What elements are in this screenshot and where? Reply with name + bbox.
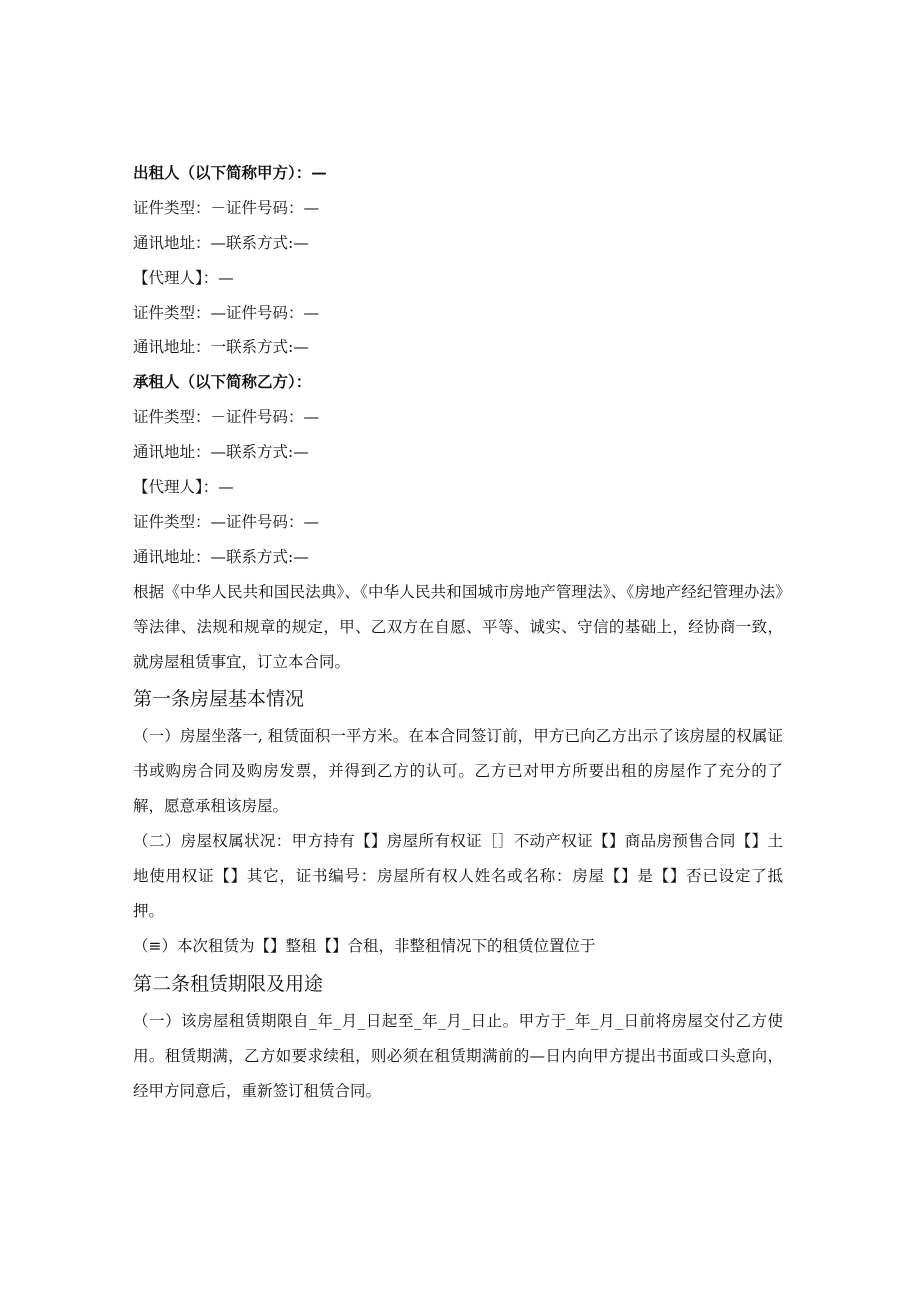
lessor-agent-address-line: 通讯地址：一联系方式:—	[133, 338, 309, 357]
preamble-paragraph: 根据《中华人民共和国民法典》、《中华人民共和国城市房地产管理法》、《房地产经纪管理办法》等法律、法规和规章的规定，甲、乙双方在自愿、平等、诚实、守信的基础上，经协商一致，就房屋租赁事宜，订立本合同。	[133, 582, 783, 671]
article1-clause1: （一）房屋坐落一, 租赁面积一平方米。在本合同签订前，甲方已向乙方出示了该房屋的权属证书或购房合同及购房发票，并得到乙方的认可。乙方已对甲方所要出租的房屋作了充分的了解，愿意承租该房屋。	[133, 727, 783, 816]
lessor-title: 出租人（以下简称甲方）：—	[133, 163, 327, 182]
lessor-id-line: 证件类型：－证件号码：—	[133, 198, 320, 217]
contract-page	[133, 156, 783, 1108]
lessee-agent-id-line: 证件类型：—证件号码：—	[133, 512, 320, 531]
lessor-agent-title: 【代理人】：—	[133, 268, 234, 287]
article2-heading: 第二条租赁期限及用途	[133, 972, 324, 995]
article1-clause2: （二）房屋权属状况：甲方持有【】房屋所有权证［］不动产权证【】商品房预售合同【】土地使用权证【】其它，证书编号：房屋所有权人姓名或名称：房屋【】是【】否已设定了抵押。	[133, 832, 783, 920]
lessee-address-line: 通讯地址：—联系方式:—	[133, 443, 309, 462]
article1-heading: 第一条房屋基本情况	[133, 688, 305, 711]
article2-clause1: （一）该房屋租赁期限自_年_月_日起至_年_月_日止。甲方于_年_月_日前将房屋交付乙方使用。租赁期满，乙方如要求续租，则必须在租赁期满前的—日内向甲方提出书面或口头意向，经甲方同意后，重新签订租赁合同。	[133, 1011, 783, 1100]
lessee-title: 承租人（以下简称乙方）：	[133, 372, 312, 392]
lessor-agent-id-line: 证件类型：—证件号码：—	[133, 303, 320, 322]
lessee-agent-title: 【代理人】：—	[133, 478, 234, 497]
lessee-id-line: 证件类型：－证件号码：—	[133, 408, 320, 427]
lessor-address-line: 通讯地址：—联系方式:—	[133, 233, 309, 252]
lessee-agent-address-line: 通讯地址：—联系方式:—	[133, 547, 309, 566]
article1-clause3: （≡）本次租赁为【】整租【】合租，非整租情况下的租赁位置位于	[133, 936, 596, 955]
